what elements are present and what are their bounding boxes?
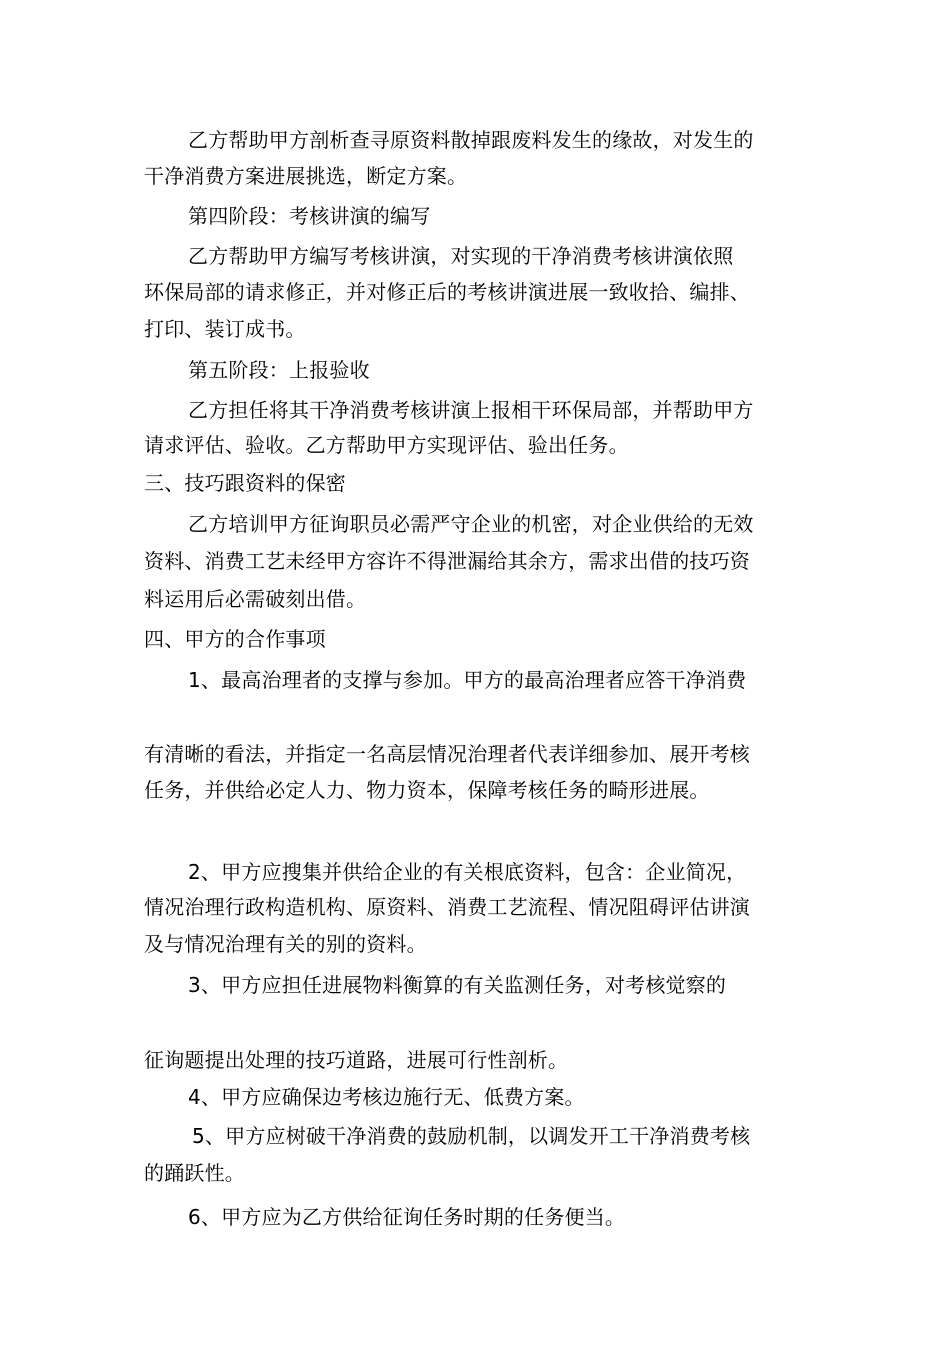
paragraph-line: 乙方担任将其干净消费考核讲演上报相干环保局部，并帮助甲方 xyxy=(188,398,754,422)
paragraph-line: 干净消费方案进展挑选，断定方案。 xyxy=(144,164,468,188)
paragraph-line: 请求评估、验收。乙方帮助甲方实现评估、验出任务。 xyxy=(144,433,629,457)
paragraph-line: 的踊跃性。 xyxy=(144,1161,245,1185)
paragraph-line: 5、甲方应树破干净消费的鼓励机制，以调发开工干净消费考核 xyxy=(192,1124,751,1148)
section-heading: 第四阶段：考核讲演的编写 xyxy=(188,204,431,228)
paragraph-line: 6、甲方应为乙方供给征询任务时期的任务便当。 xyxy=(188,1205,626,1229)
paragraph-line: 环保局部的请求修正，并对修正后的考核讲演进展一致收拾、编排、 xyxy=(144,280,750,304)
paragraph-line: 有清晰的看法，并指定一名高层情况治理者代表详细参加、展开考核 xyxy=(144,742,750,766)
paragraph-line: 料运用后必需破刻出借。 xyxy=(144,587,367,611)
paragraph-line: 征询题提出处理的技巧道路，进展可行性剖析。 xyxy=(144,1048,569,1072)
paragraph-line: 打印、装订成书。 xyxy=(144,317,306,341)
paragraph-line: 1、最高治理者的支撑与参加。甲方的最高治理者应答干净消费 xyxy=(188,668,747,692)
paragraph-line: 情况治理行政构造机构、原资料、消费工艺流程、情况阻碍评估讲演 xyxy=(144,895,750,919)
section-heading: 三、技巧跟资料的保密 xyxy=(144,471,346,495)
section-heading: 四、甲方的合作事项 xyxy=(144,627,326,651)
paragraph-line: 乙方帮助甲方编写考核讲演，对实现的干净消费考核讲演依照 xyxy=(188,244,734,268)
paragraph-line: 乙方帮助甲方剖析查寻原资料散掉跟废料发生的缘故，对发生的 xyxy=(188,128,754,152)
paragraph-line: 任务，并供给必定人力、物力资本，保障考核任务的畸形进展。 xyxy=(144,778,710,802)
paragraph-line: 资料、消费工艺未经甲方容许不得泄漏给其余方，需求出借的技巧资 xyxy=(144,549,750,573)
paragraph-line: 2、甲方应搜集并供给企业的有关根底资料，包含：企业简况， xyxy=(188,860,747,884)
paragraph-line: 3、甲方应担任进展物料衡算的有关监测任务，对考核觉察的 xyxy=(188,973,727,997)
section-heading: 第五阶段：上报验收 xyxy=(188,358,370,382)
paragraph-line: 乙方培训甲方征询职员必需严守企业的机密，对企业供给的无效 xyxy=(188,512,754,536)
paragraph-line: 4、甲方应确保边考核边施行无、低费方案。 xyxy=(188,1085,585,1109)
paragraph-line: 及与情况治理有关的别的资料。 xyxy=(144,932,427,956)
